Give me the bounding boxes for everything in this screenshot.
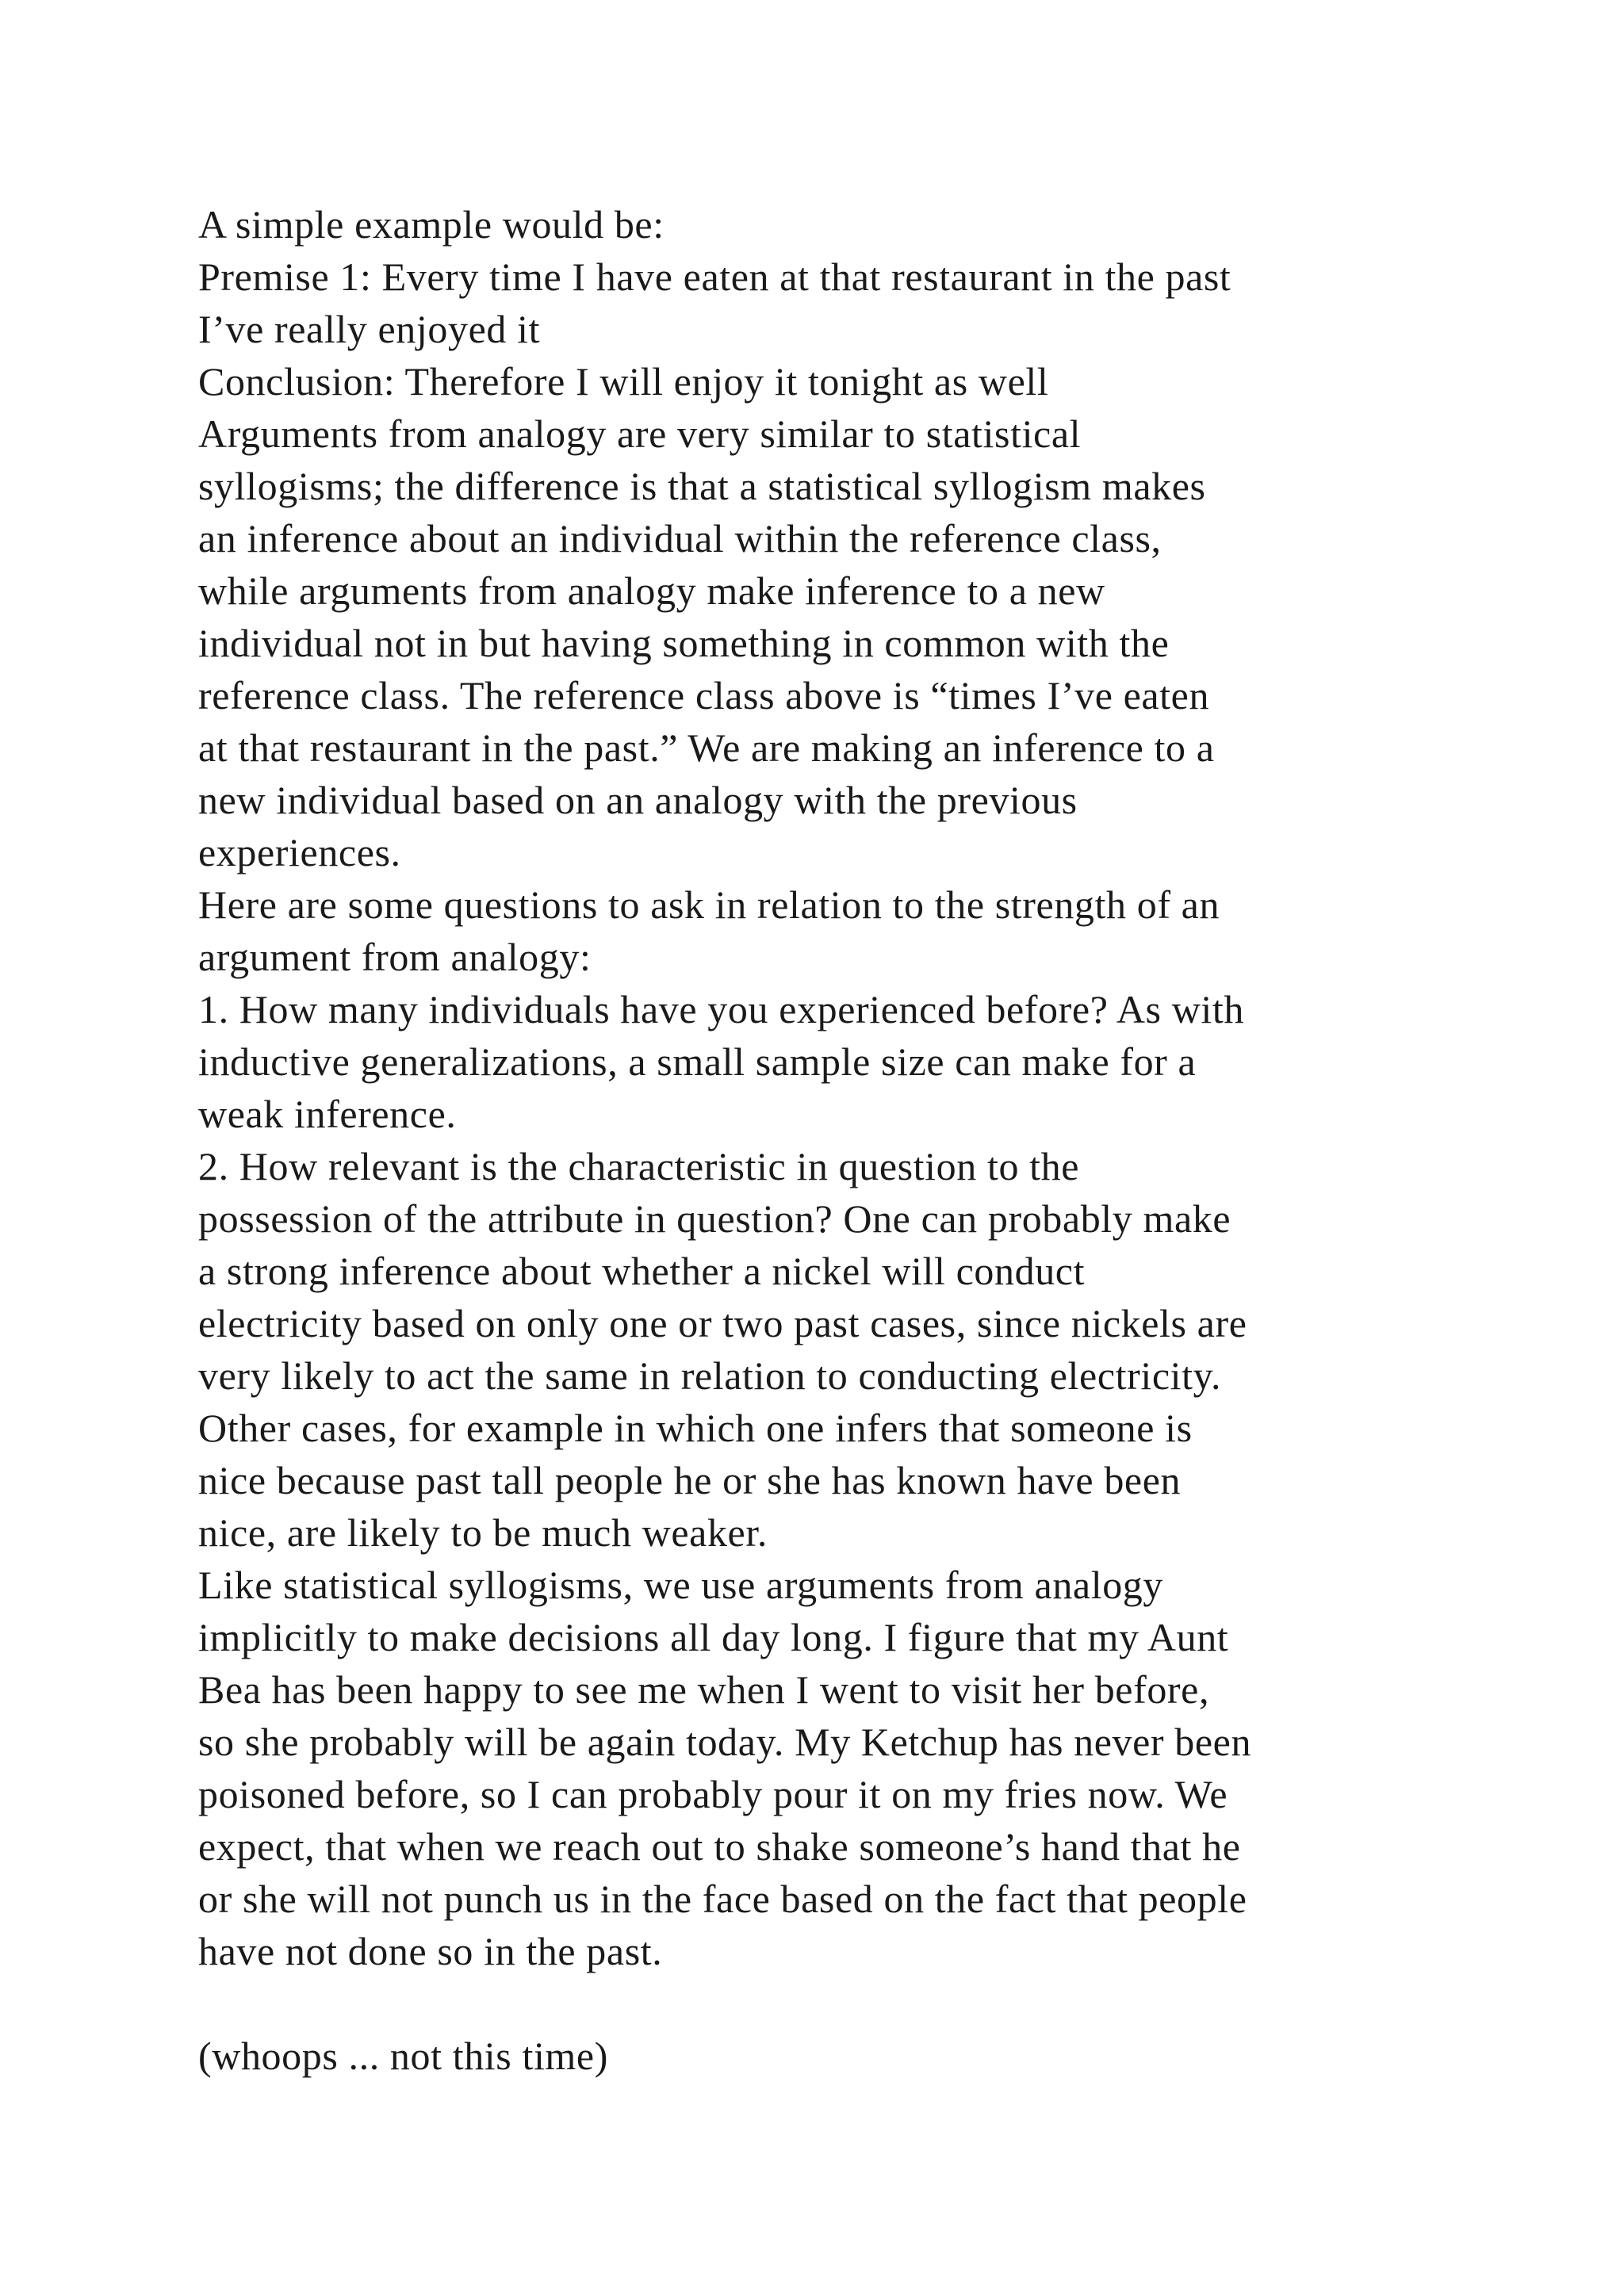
blank-line — [198, 1977, 1483, 2030]
text-line: reference class. The reference class above is “times I’ve eaten — [198, 673, 1210, 718]
text-line: individual not in but having something in common with the — [198, 621, 1170, 665]
text-line: A simple example would be: — [198, 202, 665, 247]
text-line: new individual based on an analogy with the previous — [198, 778, 1078, 822]
text-line: electricity based on only one or two past cases, since nickels are — [198, 1301, 1247, 1345]
text-line: at that restaurant in the past.” We are making an inference to a — [198, 725, 1215, 770]
text-line: I’ve really enjoyed it — [198, 307, 541, 351]
text-line: Bea has been happy to see me when I went to visit her before, — [198, 1667, 1210, 1712]
text-line: inductive generalizations, a small sample size can make for a — [198, 1039, 1197, 1084]
text-line: 2. How relevant is the characteristic in question to the — [198, 1144, 1080, 1188]
text-line: 1. How many individuals have you experienced before? As with — [198, 987, 1244, 1031]
text-line: Like statistical syllogisms, we use arguments from analogy — [198, 1563, 1164, 1607]
text-line: Arguments from analogy are very similar to statistical — [198, 411, 1082, 456]
text-line: so she probably will be again today. My Ketchup has never been — [198, 1720, 1252, 1764]
text-line: syllogisms; the difference is that a statistical syllogism makes — [198, 464, 1206, 508]
text-line: or she will not punch us in the face based on the fact that people — [198, 1877, 1247, 1921]
text-line: an inference about an individual within the reference class, — [198, 516, 1162, 561]
closing-line: (whoops ... not this time) — [198, 2034, 608, 2078]
text-line: weak inference. — [198, 1092, 457, 1136]
text-line: poisoned before, so I can probably pour it on my fries now. We — [198, 1772, 1228, 1816]
body-text — [198, 198, 1483, 2082]
text-line: expect, that when we reach out to shake someone’s hand that he — [198, 1824, 1241, 1869]
text-line: while arguments from analogy make inference to a new — [198, 568, 1105, 613]
text-line: implicitly to make decisions all day long. I figure that my Aunt — [198, 1615, 1229, 1659]
text-line: very likely to act the same in relation to conducting electricity. — [198, 1353, 1222, 1398]
text-line: Here are some questions to ask in relation to the strength of an — [198, 882, 1220, 927]
text-line: nice, are likely to be much weaker. — [198, 1510, 768, 1555]
text-line: experiences. — [198, 830, 401, 874]
text-line: Premise 1: Every time I have eaten at that restaurant in the past — [198, 254, 1231, 299]
text-line: a strong inference about whether a nickel will conduct — [198, 1249, 1086, 1293]
text-line: nice because past tall people he or she has known have been — [198, 1458, 1182, 1502]
text-line: Conclusion: Therefore I will enjoy it tonight as well — [198, 359, 1049, 404]
text-line: possession of the attribute in question? One can probably make — [198, 1196, 1231, 1241]
text-line: Other cases, for example in which one infers that someone is — [198, 1406, 1193, 1450]
text-line: have not done so in the past. — [198, 1929, 663, 1973]
text-line: argument from analogy: — [198, 935, 592, 979]
